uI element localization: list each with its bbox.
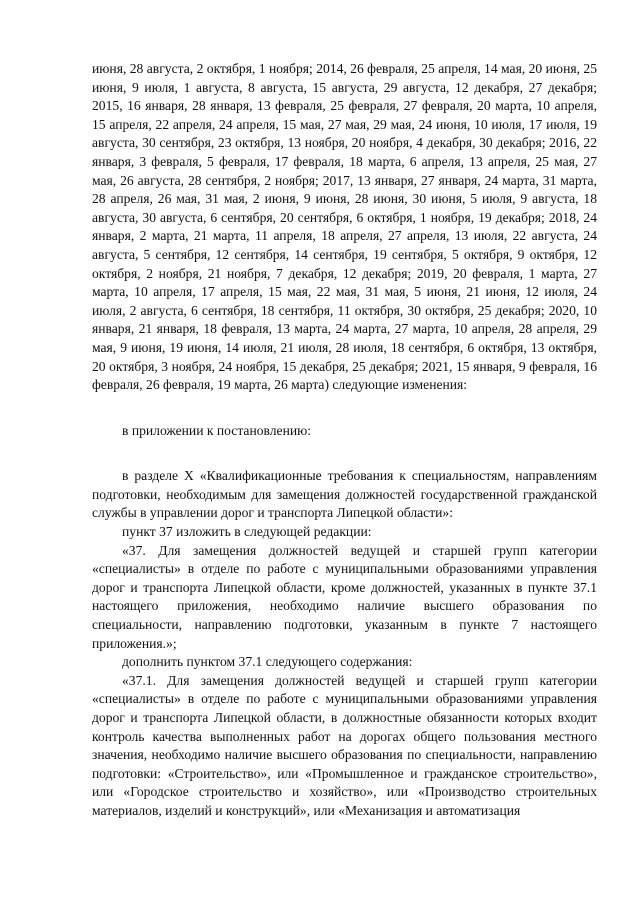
- paragraph-spacer: [92, 395, 597, 422]
- section-x-paragraph: в разделе X «Квалификационные требования к специальностям, направлениям подготовки, необходимым для замещения должностей государственной гражданской службы в управлении дорог и транспорта Липецкой области»:: [92, 468, 597, 521]
- dates-list-paragraph: июня, 28 августа, 2 октября, 1 ноября; 2014, 26 февраля, 25 апреля, 14 мая, 20 июня, 25 июня, 9 июля, 1 августа, 8 августа, 15 августа, 29 августа, 12 декабря, 27 декабря; 2015, 16 января, 28 января, 13 февраля, 25 февраля, 27 февраля, 20 марта, 10 апреля, 15 апреля, 22 апреля, 24 апреля, 15 мая, 27 мая, 29 мая, 24 июня, 10 июля, 17 июля, 19 августа, 30 сентября, 23 октября, 13 ноября, 20 ноября, 4 декабря, 30 декабря; 2016, 22 января, 3 февраля, 5 февраля, 17 февраля, 18 марта, 6 апреля, 13 апреля, 25 мая, 27 мая, 26 августа, 28 сентября, 2 ноября; 2017, 13 января, 27 января, 24 марта, 31 марта, 28 апреля, 26 мая, 31 мая, 2 июня, 9 июня, 28 июня, 30 июня, 5 июля, 9 августа, 18 августа, 30 августа, 6 сентября, 20 сентября, 6 октября, 1 ноября, 19 декабря; 2018, 24 января, 2 марта, 21 марта, 11 апреля, 18 апреля, 27 апреля, 13 июля, 22 августа, 24 августа, 5 сентября, 12 сентября, 14 сентября, 19 сентября, 5 октября, 9 октября, 12 октября, 2 ноября, 21 ноября, 7 декабря, 12 декабря; 2019, 20 февраля, 1 марта, 27 марта, 10 апреля, 17 апреля, 15 мая, 22 мая, 31 мая, 5 июня, 21 июня, 12 июля, 24 июля, 2 августа, 6 сентября, 18 сентября, 11 октября, 30 октября, 25 декабря; 2020, 10 января, 21 января, 18 февраля, 13 марта, 24 марта, 27 марта, 10 апреля, 28 апреля, 29 мая, 9 июня, 19 июня, 14 июля, 21 июля, 28 июля, 18 сентября, 6 октября, 13 октября, 20 октября, 3 ноября, 24 ноября, 15 декабря, 25 декабря; 2021, 15 января, 9 февраля, 16 февраля, 26 февраля, 19 марта, 26 марта) следующие изменения:: [92, 61, 597, 393]
- annex-paragraph: в приложении к постановлению:: [122, 422, 312, 438]
- paragraph-spacer: [92, 440, 597, 467]
- item-37-intro-paragraph: пункт 37 изложить в следующей редакции:: [122, 524, 372, 540]
- item-37-1-intro-paragraph: дополнить пунктом 37.1 следующего содержания:: [122, 654, 413, 670]
- item-37-1-text-paragraph: «37.1. Для замещения должностей ведущей и старшей групп категории «специалисты» в отделе по работе с муниципальными образованиями управления дорог и транспорта Липецкой области, в должностные обязанности которых входит контроль качества выполненных работ на дорогах общего пользования местного значения, необходимо наличие высшего образования по специальности, направлению подготовки: «Строительство», или «Промышленное и гражданское строительство», или «Городское строительство и хозяйство», или «Производство строительных материалов, изделий и конструкций», или «Механизация и автоматизация: [92, 672, 597, 818]
- document-page: [92, 60, 597, 821]
- item-37-text-paragraph: «37. Для замещения должностей ведущей и старшей групп категории «специалисты» в отделе по работе с муниципальными образованиями управления дорог и транспорта Липецкой области, кроме должностей, указанных в пункте 37.1 настоящего приложения, необходимо наличие высшего образования по специальности, направлению подготовки, указанным в пункте 7 настоящего приложения.»;: [92, 542, 597, 651]
